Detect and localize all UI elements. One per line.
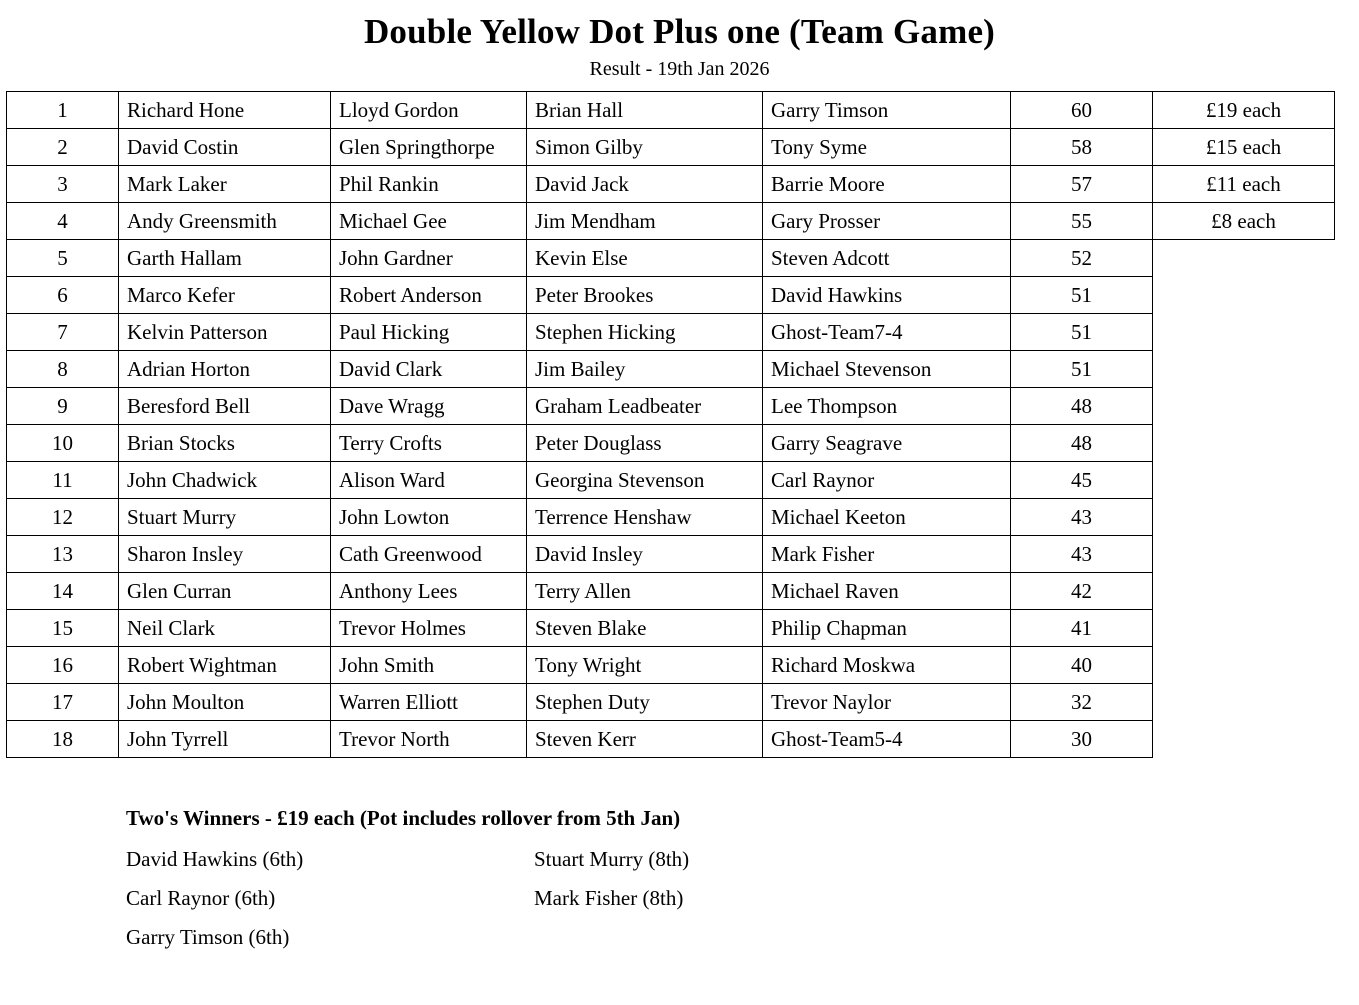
row-score: 60 xyxy=(1011,92,1153,129)
twos-winner-entry: Garry Timson (6th) xyxy=(126,925,290,950)
row-position: 4 xyxy=(7,203,119,240)
row-prize: £8 each xyxy=(1153,203,1335,240)
table-row xyxy=(7,610,1335,647)
row-player-4: Steven Adcott xyxy=(763,240,1011,277)
row-position: 5 xyxy=(7,240,119,277)
row-player-1: Mark Laker xyxy=(119,166,331,203)
table-row xyxy=(7,388,1335,425)
row-player-3: Peter Brookes xyxy=(527,277,763,314)
twos-winner-entry: Mark Fisher (8th) xyxy=(534,886,684,911)
row-score: 51 xyxy=(1011,314,1153,351)
table-row xyxy=(7,499,1335,536)
row-player-4: Tony Syme xyxy=(763,129,1011,166)
row-player-4: Lee Thompson xyxy=(763,388,1011,425)
row-player-4: David Hawkins xyxy=(763,277,1011,314)
table-row xyxy=(7,425,1335,462)
row-player-3: Terry Allen xyxy=(527,573,763,610)
row-score: 52 xyxy=(1011,240,1153,277)
row-prize xyxy=(1153,462,1335,499)
row-score: 43 xyxy=(1011,499,1153,536)
row-player-3: Steven Kerr xyxy=(527,721,763,758)
table-row xyxy=(7,314,1335,351)
row-position: 13 xyxy=(7,536,119,573)
row-player-1: Marco Kefer xyxy=(119,277,331,314)
row-position: 7 xyxy=(7,314,119,351)
row-player-2: John Gardner xyxy=(331,240,527,277)
row-score: 43 xyxy=(1011,536,1153,573)
row-player-2: Alison Ward xyxy=(331,462,527,499)
row-score: 30 xyxy=(1011,721,1153,758)
table-row xyxy=(7,92,1335,129)
row-score: 41 xyxy=(1011,610,1153,647)
row-player-2: Glen Springthorpe xyxy=(331,129,527,166)
row-player-1: Garth Hallam xyxy=(119,240,331,277)
row-position: 14 xyxy=(7,573,119,610)
row-player-3: Steven Blake xyxy=(527,610,763,647)
row-position: 1 xyxy=(7,92,119,129)
row-player-3: Terrence Henshaw xyxy=(527,499,763,536)
table-row xyxy=(7,129,1335,166)
row-prize xyxy=(1153,499,1335,536)
row-score: 45 xyxy=(1011,462,1153,499)
row-player-2: Dave Wragg xyxy=(331,388,527,425)
table-row xyxy=(7,647,1335,684)
row-player-2: Michael Gee xyxy=(331,203,527,240)
row-player-2: Robert Anderson xyxy=(331,277,527,314)
row-player-4: Garry Timson xyxy=(763,92,1011,129)
row-score: 42 xyxy=(1011,573,1153,610)
row-position: 9 xyxy=(7,388,119,425)
row-player-3: Simon Gilby xyxy=(527,129,763,166)
row-player-1: John Chadwick xyxy=(119,462,331,499)
row-player-3: Stephen Hicking xyxy=(527,314,763,351)
row-player-2: Cath Greenwood xyxy=(331,536,527,573)
row-player-1: David Costin xyxy=(119,129,331,166)
row-player-3: Jim Mendham xyxy=(527,203,763,240)
row-position: 3 xyxy=(7,166,119,203)
twos-winner-entry: Stuart Murry (8th) xyxy=(534,847,690,872)
row-player-3: Brian Hall xyxy=(527,92,763,129)
row-position: 16 xyxy=(7,647,119,684)
row-prize xyxy=(1153,388,1335,425)
table-row xyxy=(7,573,1335,610)
row-player-2: Anthony Lees xyxy=(331,573,527,610)
row-score: 55 xyxy=(1011,203,1153,240)
table-row xyxy=(7,277,1335,314)
row-position: 8 xyxy=(7,351,119,388)
row-player-1: Kelvin Patterson xyxy=(119,314,331,351)
row-player-3: Jim Bailey xyxy=(527,351,763,388)
row-player-1: Stuart Murry xyxy=(119,499,331,536)
row-prize xyxy=(1153,314,1335,351)
row-prize: £11 each xyxy=(1153,166,1335,203)
row-player-4: Mark Fisher xyxy=(763,536,1011,573)
row-player-4: Richard Moskwa xyxy=(763,647,1011,684)
twos-winners-grid xyxy=(126,847,1359,950)
results-table-body xyxy=(7,92,1335,758)
row-player-1: Andy Greensmith xyxy=(119,203,331,240)
row-position: 18 xyxy=(7,721,119,758)
row-position: 11 xyxy=(7,462,119,499)
row-prize xyxy=(1153,425,1335,462)
row-player-4: Carl Raynor xyxy=(763,462,1011,499)
row-player-3: David Jack xyxy=(527,166,763,203)
table-row xyxy=(7,166,1335,203)
row-position: 10 xyxy=(7,425,119,462)
row-prize xyxy=(1153,647,1335,684)
row-position: 6 xyxy=(7,277,119,314)
row-score: 48 xyxy=(1011,388,1153,425)
page-subtitle: Result - 19th Jan 2026 xyxy=(589,58,770,81)
row-player-2: David Clark xyxy=(331,351,527,388)
row-player-4: Michael Stevenson xyxy=(763,351,1011,388)
table-row xyxy=(7,351,1335,388)
row-position: 17 xyxy=(7,684,119,721)
table-row xyxy=(7,462,1335,499)
row-player-1: Robert Wightman xyxy=(119,647,331,684)
row-player-1: Sharon Insley xyxy=(119,536,331,573)
row-player-3: Stephen Duty xyxy=(527,684,763,721)
row-player-1: John Moulton xyxy=(119,684,331,721)
row-player-1: Brian Stocks xyxy=(119,425,331,462)
row-player-1: Richard Hone xyxy=(119,92,331,129)
row-prize xyxy=(1153,277,1335,314)
twos-winner-entry: Carl Raynor (6th) xyxy=(126,886,276,911)
row-player-2: Paul Hicking xyxy=(331,314,527,351)
row-score: 51 xyxy=(1011,277,1153,314)
table-row xyxy=(7,684,1335,721)
twos-winner-entry: David Hawkins (6th) xyxy=(126,847,304,872)
row-prize: £15 each xyxy=(1153,129,1335,166)
row-player-4: Philip Chapman xyxy=(763,610,1011,647)
row-prize: £19 each xyxy=(1153,92,1335,129)
row-player-3: Georgina Stevenson xyxy=(527,462,763,499)
row-prize xyxy=(1153,573,1335,610)
row-player-2: Trevor North xyxy=(331,721,527,758)
row-player-3: Graham Leadbeater xyxy=(527,388,763,425)
row-player-1: Glen Curran xyxy=(119,573,331,610)
row-position: 15 xyxy=(7,610,119,647)
row-player-2: Warren Elliott xyxy=(331,684,527,721)
twos-winners-section xyxy=(126,806,1359,950)
row-prize xyxy=(1153,684,1335,721)
row-player-1: John Tyrrell xyxy=(119,721,331,758)
row-player-4: Barrie Moore xyxy=(763,166,1011,203)
row-player-4: Michael Keeton xyxy=(763,499,1011,536)
row-prize xyxy=(1153,536,1335,573)
row-player-4: Gary Prosser xyxy=(763,203,1011,240)
twos-winners-heading: Two's Winners - £19 each (Pot includes rollover from 5th Jan) xyxy=(126,806,681,831)
page-title: Double Yellow Dot Plus one (Team Game) xyxy=(363,12,996,51)
row-score: 57 xyxy=(1011,166,1153,203)
row-player-4: Ghost-Team7-4 xyxy=(763,314,1011,351)
row-prize xyxy=(1153,240,1335,277)
row-prize xyxy=(1153,351,1335,388)
row-player-1: Adrian Horton xyxy=(119,351,331,388)
table-row xyxy=(7,203,1335,240)
row-score: 32 xyxy=(1011,684,1153,721)
row-player-1: Beresford Bell xyxy=(119,388,331,425)
row-player-4: Garry Seagrave xyxy=(763,425,1011,462)
row-position: 12 xyxy=(7,499,119,536)
row-player-2: Phil Rankin xyxy=(331,166,527,203)
row-score: 40 xyxy=(1011,647,1153,684)
row-score: 48 xyxy=(1011,425,1153,462)
table-row xyxy=(7,240,1335,277)
row-score: 58 xyxy=(1011,129,1153,166)
row-position: 2 xyxy=(7,129,119,166)
row-player-1: Neil Clark xyxy=(119,610,331,647)
results-table xyxy=(6,91,1335,758)
row-player-4: Ghost-Team5-4 xyxy=(763,721,1011,758)
table-row xyxy=(7,721,1335,758)
row-score: 51 xyxy=(1011,351,1153,388)
row-player-2: Lloyd Gordon xyxy=(331,92,527,129)
row-player-2: Terry Crofts xyxy=(331,425,527,462)
row-player-3: Peter Douglass xyxy=(527,425,763,462)
twos-winner-entry xyxy=(534,925,1359,950)
row-prize xyxy=(1153,610,1335,647)
row-player-3: Kevin Else xyxy=(527,240,763,277)
row-prize xyxy=(1153,721,1335,758)
row-player-4: Michael Raven xyxy=(763,573,1011,610)
row-player-2: John Smith xyxy=(331,647,527,684)
row-player-2: John Lowton xyxy=(331,499,527,536)
table-row xyxy=(7,536,1335,573)
row-player-2: Trevor Holmes xyxy=(331,610,527,647)
row-player-4: Trevor Naylor xyxy=(763,684,1011,721)
row-player-3: David Insley xyxy=(527,536,763,573)
row-player-3: Tony Wright xyxy=(527,647,763,684)
document-page xyxy=(0,12,1359,1005)
